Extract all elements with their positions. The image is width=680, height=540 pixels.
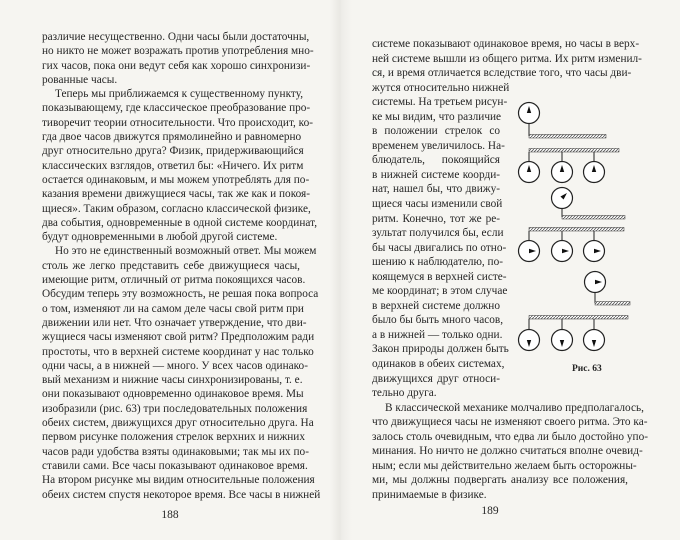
figure-63-clocks-diagram [510,95,680,360]
text-line: гда двое часов движутся прямолинейно и равномерно [42,131,302,144]
upper-coordinate-system-bar [562,216,625,220]
text-line: В классической механике молчаливо предполагалось, [385,401,644,414]
text-line: часов ради удобства взяты одинаковыми; так мы их по- [42,445,309,458]
text-line: ритм. Конечно, тот же ре- [372,212,500,225]
text-line: в верхней системе должно [372,299,500,312]
text-line: в положении стрелок со [372,125,500,138]
upper-coordinate-system-bar [595,302,630,306]
page-number-right: 189 [481,505,499,517]
text-line: одни часы, а в нижней — много. У всех часов одинако- [42,359,308,372]
text-line: изобразили (рис. 63) три последовательных положения [42,402,308,415]
text-line: ней системе вышли из общего ритма. Их ритм изменил- [372,52,642,65]
text-line: они показывают одновременно одинаковое время. Мы [42,388,304,401]
text-line: остается одинаковым, и мы можем употреблять для по- [42,173,310,186]
text-line: шению к наблюдателю, по- [372,256,504,269]
text-line: тельно друга. [372,387,437,400]
text-line: ми, мы должны подвергать анализу все положения, [372,474,628,487]
text-line: ке мы видим, что различие [372,110,502,123]
text-line: казания времени движущиеся часы, так же как и покоя- [42,188,311,201]
text-line: минания. Но ничто не должно считаться вполне очевид- [372,445,643,458]
text-line: ным; если мы действительно желаем быть осторожны- [372,459,637,472]
text-line: тиворечит теории относительности. Что происходит, ко- [42,116,314,129]
text-line: щиеся». Таким образом, согласно классической физике, [42,202,311,215]
text-line: два события, одновременные в одной системе координат, [42,216,318,229]
text-line: рованные часы. [42,73,118,86]
text-line: щиеся часы изменили свой [372,198,503,211]
text-line: Закон природы должен быть [372,343,509,356]
text-line: первом рисунке положения стрелок верхних и нижних [42,431,305,444]
text-line: различие несущественно. Одни часы были достаточны, [42,31,310,43]
upper-coordinate-system-bar [529,135,606,139]
text-line: вый механизм и нижние часы синхронизированы, т. е. [42,374,303,387]
lower-coordinate-system-bar [529,228,624,232]
text-line: Но это не единственный возможный ответ. Мы можем [55,245,317,258]
text-line: классических взглядов, ответил бы: «Ничего. Их ритм [42,159,304,172]
text-line: а в нижней — только одни. [372,328,503,341]
lower-coordinate-system-bar [529,149,619,153]
left-page-text [42,30,321,502]
text-line: системе показывают одинаковое время, но часы в верх- [372,38,640,50]
text-line: ся, и время отличается вследствие того, что часы дви- [372,67,632,80]
text-line: движении или нет. Что означает утверждение, что дви- [42,316,307,329]
lower-coordinate-system-bar [529,316,628,320]
text-line: На втором рисунке мы видим относительные положения [42,474,315,487]
text-line: простоты, что в верхней системе координат у нас только [42,345,314,358]
text-line: временем увеличилось. На- [372,139,505,152]
text-line: что движущиеся часы не изменяют своего ритма. Это ка- [372,416,648,429]
text-line: в нижней системе коорди- [372,168,500,181]
text-line: обеих систем спустя некоторое время. Все часы в нижней [42,488,321,501]
text-line: системы. На третьем рисун- [372,96,508,109]
text-line: гих часов, пока они ведут себя как хорошо синхронизи- [42,59,311,72]
text-line: будут одновременными в любой другой системе. [42,231,278,244]
text-line: бы часы двигались по отно- [372,241,507,254]
text-line: движущихся друг относи- [372,372,500,385]
text-line: Теперь мы приближаемся к существенному пункту, [55,88,304,101]
text-line: жутся относительно нижней [372,81,510,94]
text-line: ме координат; в этом случае [372,285,508,298]
text-line: зультат получился бы, если [372,227,504,240]
text-line: жущиеся часы изменяют свой ритм? Предположим ради [42,331,315,344]
text-line: показывающему, где классическое преобразование про- [42,102,311,115]
text-line: обеих систем, движущихся друг относительно друга. На [42,417,314,430]
text-line: принимаемые в физике. [372,488,487,501]
text-line: блюдатель, покоящийся [372,154,500,167]
figure-caption: Рис. 63 [572,364,602,374]
text-line: столь же легко представить себе движущиеся часы, [42,259,300,272]
text-line: коящемуся в верхней систе- [372,270,507,283]
text-line: о том, изменяют ли на самом деле часы свой ритм при [42,302,304,315]
text-line: нат, нашел бы, что движу- [372,183,500,196]
text-line: но никто не может возражать против употребления мно- [42,45,314,58]
text-line: было бы быть много часов, [372,314,504,327]
text-line: Обсудим теперь эту возможность, не решая пока вопроса [42,288,319,301]
text-line: имеющие ритм, отличный от ритма покоящихся часов. [42,274,306,287]
text-line: ставили сами. Все часы показывают одинаковое время. [42,459,308,472]
page-right [340,0,680,540]
text-line: залось столь очевидным, что едва ли было достойно упо- [372,430,648,443]
text-line: друг относительно друга? Физик, придерживающийся [42,145,304,158]
page-number-left: 188 [161,509,179,521]
text-line: одинаков в обеих системах, [372,358,505,371]
